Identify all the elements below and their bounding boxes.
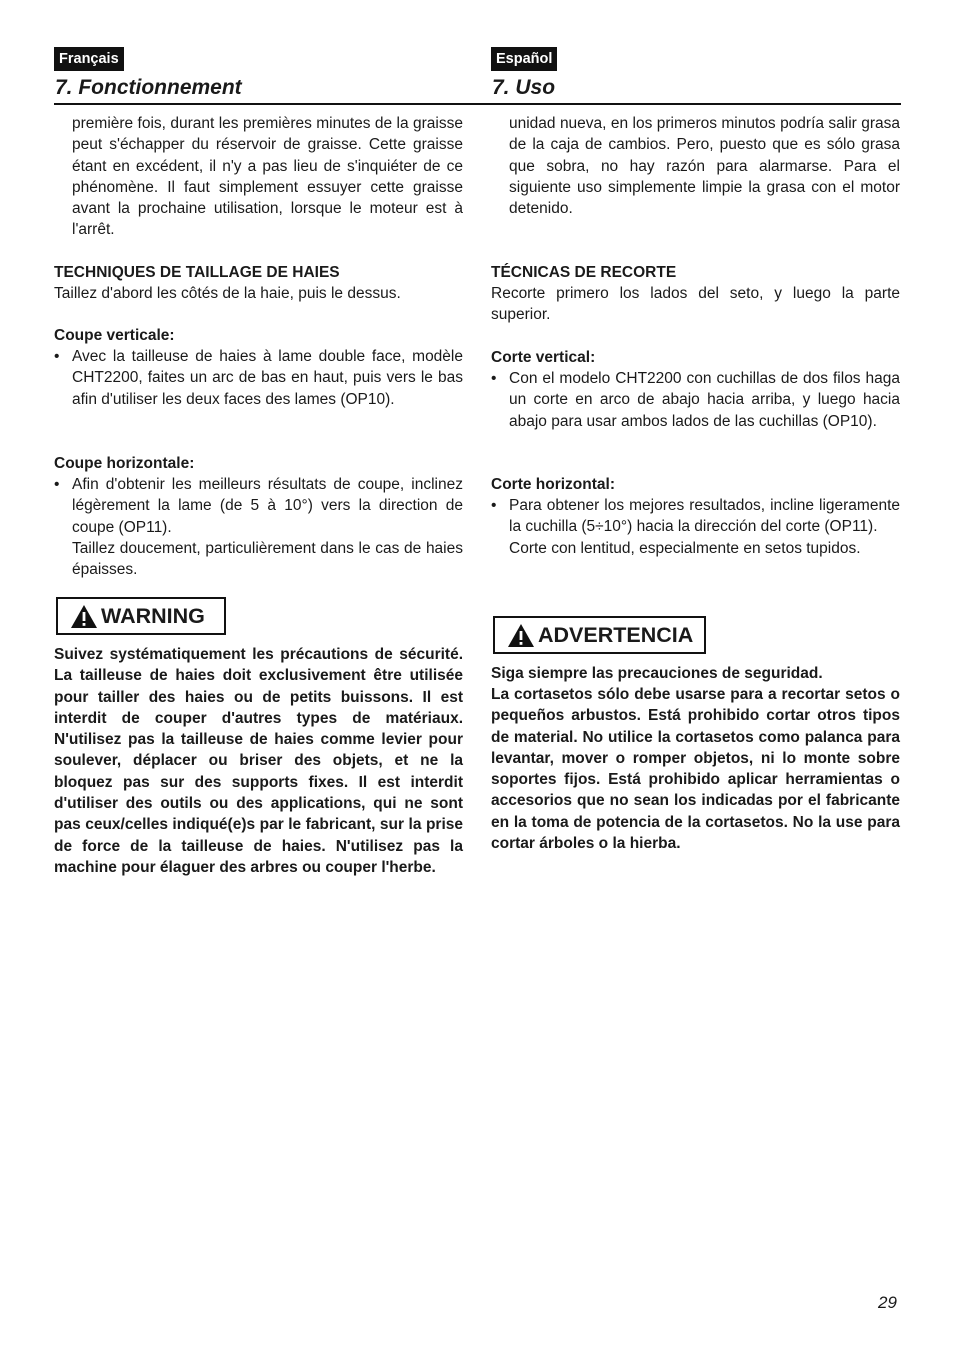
bullet-continuation: Corte con lentitud, especialmente en setos tupidos. xyxy=(509,539,861,557)
warning-triangle-icon xyxy=(70,604,98,629)
bullet-text: Avec la tailleuse de haies à lame double face, modèle CHT2200, faites un arc de bas en haut, puis vers le bas afin d'utiliser les deux faces des lames (OP10). xyxy=(72,348,463,408)
vertical-cut-bullet xyxy=(491,368,900,432)
vertical-cut-heading: Corte vertical: xyxy=(491,349,596,366)
bullet: • xyxy=(54,476,60,493)
section-title: 7. Fonctionnement xyxy=(55,76,242,99)
warning-label: ADVERTENCIA xyxy=(538,622,694,647)
horizontal-cut-bullet xyxy=(491,495,900,559)
warning-box xyxy=(493,616,706,654)
warning-first-line: Siga siempre las precauciones de seguridad. xyxy=(491,665,823,682)
warning-label: WARNING xyxy=(101,603,205,628)
warning-triangle-icon xyxy=(507,623,535,648)
warning-text: Suivez systématiquement les précautions de sécurité. La tailleuse de haies doit exclusivement être utilisée pour tailler des haies ou de petits buissons. Il est interdit de couper d'autres types de matériaux. N'utilisez pas la tailleuse de haies comme levier pour soulever, déplacer ou briser des objets, et ne la bloquez pas sur des supports fixes. Il est interdit d'utiliser des outils ou des applications, qui ne sont pas ceux/celles indiqué(e)s par le fabricant, sur la prise de force de la tailleuse de haies. N'utilisez pas la machine pour élaguer des arbres ou couper l'herbe. xyxy=(54,646,463,876)
techniques-text: Recorte primero los lados del seto, y luego la parte superior. xyxy=(491,285,900,324)
language-tab-spanish: Español xyxy=(491,47,557,71)
vertical-cut-heading: Coupe verticale: xyxy=(54,327,175,344)
section-title: 7. Uso xyxy=(492,76,556,99)
intro-paragraph: première fois, durant les premières minutes de la graisse peut s'échapper du réservoir de graisse. Cette graisse étant en excédent, il n'y a pas lieu de s'inquiéter de ce phénomène. Il faut simplement essuyer cette graisse avant la prochaine utilisation, lorsque le moteur est à l'arrêt. xyxy=(72,115,463,239)
header-rule xyxy=(54,103,901,105)
bullet-text: Para obtener los mejores resultados, incline ligeramente la cuchilla (5÷10°) hacia la dirección del corte (OP11). xyxy=(509,497,900,536)
language-tab-french: Français xyxy=(54,47,124,71)
bullet-text: Con el modelo CHT2200 con cuchillas de dos filos haga un corte en arco de abajo hacia arriba, y luego hacia abajo para usar ambos lados de las cuchillas (OP10). xyxy=(509,370,900,430)
techniques-heading: TÉCNICAS DE RECORTE xyxy=(491,264,677,281)
bullet-text: Afin d'obtenir les meilleurs résultats de coupe, inclinez légèrement la lame (de 5 à 10°) vers la direction de coupe (OP11). xyxy=(72,476,463,536)
bullet-continuation: Taillez doucement, particulièrement dans le cas de haies épaisses. xyxy=(72,539,463,579)
horizontal-cut-heading: Coupe horizontale: xyxy=(54,455,195,472)
techniques-text: Taillez d'abord les côtés de la haie, puis le dessus. xyxy=(54,285,401,302)
bullet: • xyxy=(491,497,497,514)
horizontal-cut-bullet xyxy=(54,474,463,580)
techniques-heading: TECHNIQUES DE TAILLAGE DE HAIES xyxy=(54,264,340,281)
vertical-cut-bullet xyxy=(54,346,463,410)
page-number: 29 xyxy=(878,1293,897,1312)
warning-box xyxy=(56,597,226,635)
bullet: • xyxy=(491,370,497,387)
intro-paragraph: unidad nueva, en los primeros minutos podría salir grasa de la caja de cambios. Pero, puesto que es sólo grasa que sobra, no hay razón para alarmarse. Para el siguiente uso simplemente limpie la grasa con el motor detenido. xyxy=(509,115,900,218)
warning-text: La cortasetos sólo debe usarse para a recortar setos o pequeños arbustos. Está prohibido cortar otros tipos de material. No utilice la cortasetos como palanca para levantar, mover o romper objetos, ni lo monte sobre soportes fijos. Está prohibido aplicar herramientas o accesorios que no sean los indicadas por el fabricante en la toma de potencia de la cortasetos. No la use para cortar árboles o la hierba. xyxy=(491,686,900,853)
horizontal-cut-heading: Corte horizontal: xyxy=(491,476,615,493)
bullet: • xyxy=(54,348,60,365)
